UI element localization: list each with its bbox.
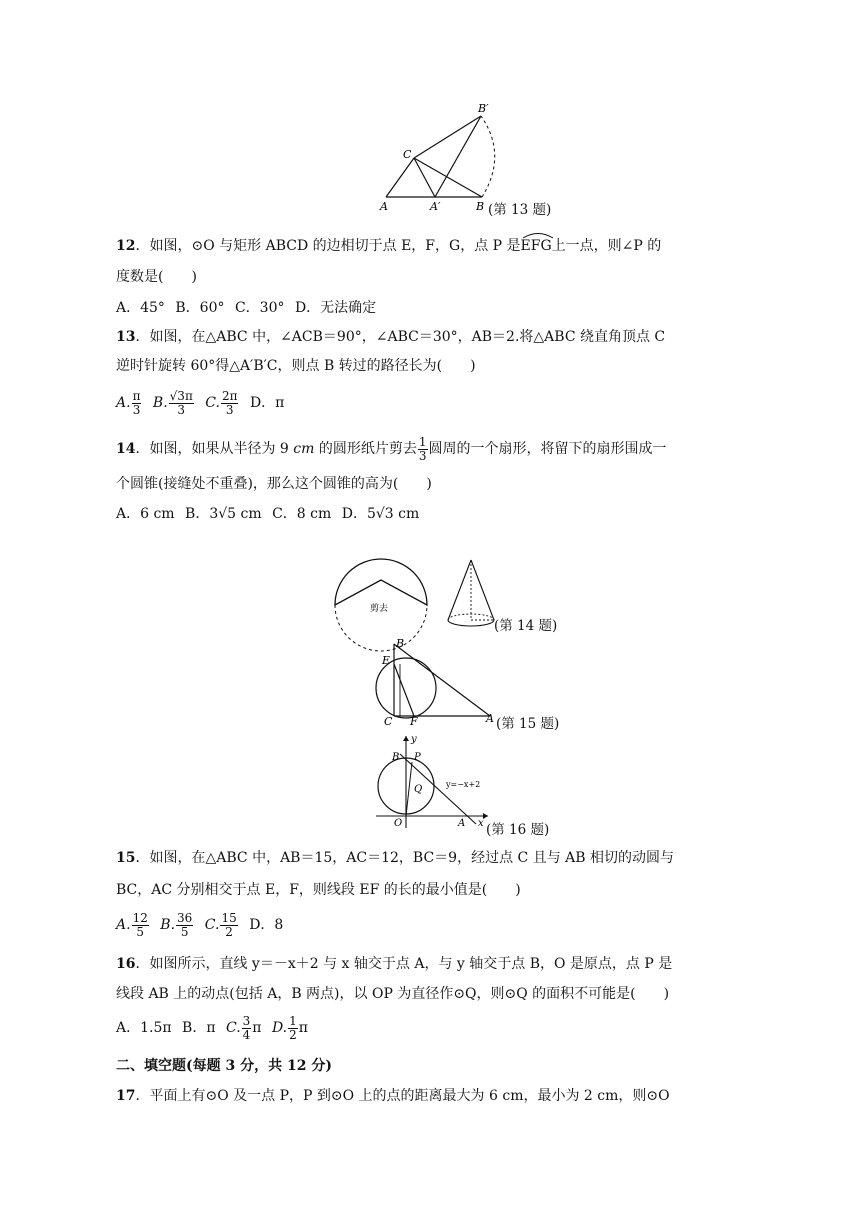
figure-16-drawing	[370, 732, 500, 830]
line-equation-label: y=−x+2	[446, 780, 481, 789]
cut-label: 剪去	[370, 604, 389, 614]
label-b: B	[396, 637, 405, 650]
q15-option-c[interactable]: C. $\frac{15}{2}$	[204, 910, 237, 939]
label-f: F	[410, 715, 418, 728]
section-heading-fill-in: 二、填空题(每题 3 分，共 12 分)	[116, 1058, 332, 1074]
q13-option-a[interactable]: A. $\frac{\pi}{3}$	[116, 388, 141, 417]
q12-options	[116, 298, 382, 318]
q12-arc: EFG	[521, 236, 552, 256]
q16-option-b[interactable]: B．π	[182, 1020, 216, 1036]
q12-line2: 度数是( )	[116, 269, 197, 285]
label-b: B	[392, 752, 400, 763]
label-y: y	[411, 734, 417, 745]
q12-option-d[interactable]: D．无法确定	[294, 300, 377, 316]
q13-option-d[interactable]: D．π	[249, 395, 285, 411]
q16-option-d[interactable]: D. $\frac{1}{2}$ π	[271, 1013, 308, 1042]
q15-option-b[interactable]: B. $\frac{36}{5}$	[160, 910, 193, 939]
figure-14-drawing	[328, 530, 508, 634]
q13-options	[116, 384, 290, 422]
label-c: C	[384, 715, 393, 728]
figure-15	[372, 636, 502, 726]
label-x: x	[478, 818, 484, 829]
label-a: A	[486, 712, 494, 725]
q15-option-a[interactable]: A. $\frac{12}{5}$	[116, 910, 148, 939]
q12-option-c[interactable]: C．30°	[234, 300, 285, 316]
q12-line1: 12．如图，⊙O 与矩形 ABCD 的边相切于点 E，F，G，点 P 是 EFG上一点，则∠P 的	[116, 236, 661, 256]
label-a: A	[380, 200, 388, 213]
q14-fraction: $\frac{1}{3}$	[418, 434, 427, 463]
figure-15-caption: (第 15 题)	[496, 716, 560, 732]
q13-line1: 13．如图，在△ABC 中，∠ACB＝90°，∠ABC＝30°，AB＝2.将△ABC 绕直角顶点 C	[116, 329, 666, 345]
q14-line1: 14．如图，如果从半径为 9 cm 的圆形纸片剪去 $\frac{1}{3}$ 圆周的一个扇形，将留下的扇形围成一	[116, 434, 667, 463]
q14-option-a[interactable]: A．6 cm	[116, 506, 175, 522]
q16-option-a[interactable]: A．1.5π	[116, 1020, 172, 1036]
q13-option-b[interactable]: B. $\frac{√3\pi}{3}$	[152, 388, 193, 417]
label-o: O	[394, 818, 403, 829]
figure-16	[370, 732, 500, 830]
figure-13-caption: (第 13 题)	[488, 202, 552, 218]
q13-option-c[interactable]: C. $\frac{2\pi}{3}$	[205, 388, 238, 417]
label-c: C	[403, 148, 412, 161]
q12-option-a[interactable]: A．45°	[116, 300, 165, 316]
q14-line2: 个圆锥(接缝处不重叠)，那么这个圆锥的高为( )	[116, 476, 432, 492]
q16-options	[116, 1010, 314, 1046]
q16-line2: 线段 AB 上的动点(包括 A，B 两点)，以 OP 为直径作⊙Q，则⊙Q 的面积不可能是( )	[116, 986, 670, 1002]
q15-line2: BC，AC 分别相交于点 E，F，则线段 EF 的长的最小值是( )	[116, 882, 521, 898]
label-a-prime: A′	[430, 200, 441, 213]
figure-14-caption: (第 14 题)	[494, 618, 558, 634]
q16-option-c[interactable]: C. $\frac{3}{4}$ π	[225, 1013, 262, 1042]
figure-15-drawing	[372, 636, 502, 726]
arc-mark-icon	[521, 231, 555, 239]
label-e: E	[382, 654, 391, 667]
q14-option-d[interactable]: D．5√3 cm	[341, 506, 420, 522]
label-b: B	[476, 200, 485, 213]
q15-option-d[interactable]: D．8	[249, 917, 284, 933]
label-a: A	[458, 818, 466, 829]
q16-line1: 16．如图所示，直线 y＝－x＋2 与 x 轴交于点 A，与 y 轴交于点 B，O 是原点，点 P 是	[116, 956, 673, 972]
q12-number: 12	[116, 238, 136, 254]
label-b-prime: B′	[478, 102, 489, 115]
label-q: Q	[414, 784, 423, 795]
q14-option-c[interactable]: C．8 cm	[272, 506, 332, 522]
q15-line1: 15．如图，在△ABC 中，AB＝15，AC＝12，BC＝9，经过点 C 且与 AB 相切的动圆与	[116, 850, 674, 866]
figure-14	[328, 530, 508, 634]
q12-option-b[interactable]: B．60°	[175, 300, 225, 316]
figure-16-caption: (第 16 题)	[486, 822, 550, 838]
label-p: P	[414, 752, 421, 763]
q15-options	[116, 906, 289, 944]
q14-option-b[interactable]: B．3√5 cm	[185, 506, 262, 522]
q14-options	[116, 504, 425, 524]
q13-line2: 逆时针旋转 60°得△A′B′C，则点 B 转过的路径长为( )	[116, 358, 476, 374]
q17-line1: 17．平面上有⊙O 及一点 P，P 到⊙O 上的点的距离最大为 6 cm，最小为 2 cm，则⊙O	[116, 1088, 670, 1104]
